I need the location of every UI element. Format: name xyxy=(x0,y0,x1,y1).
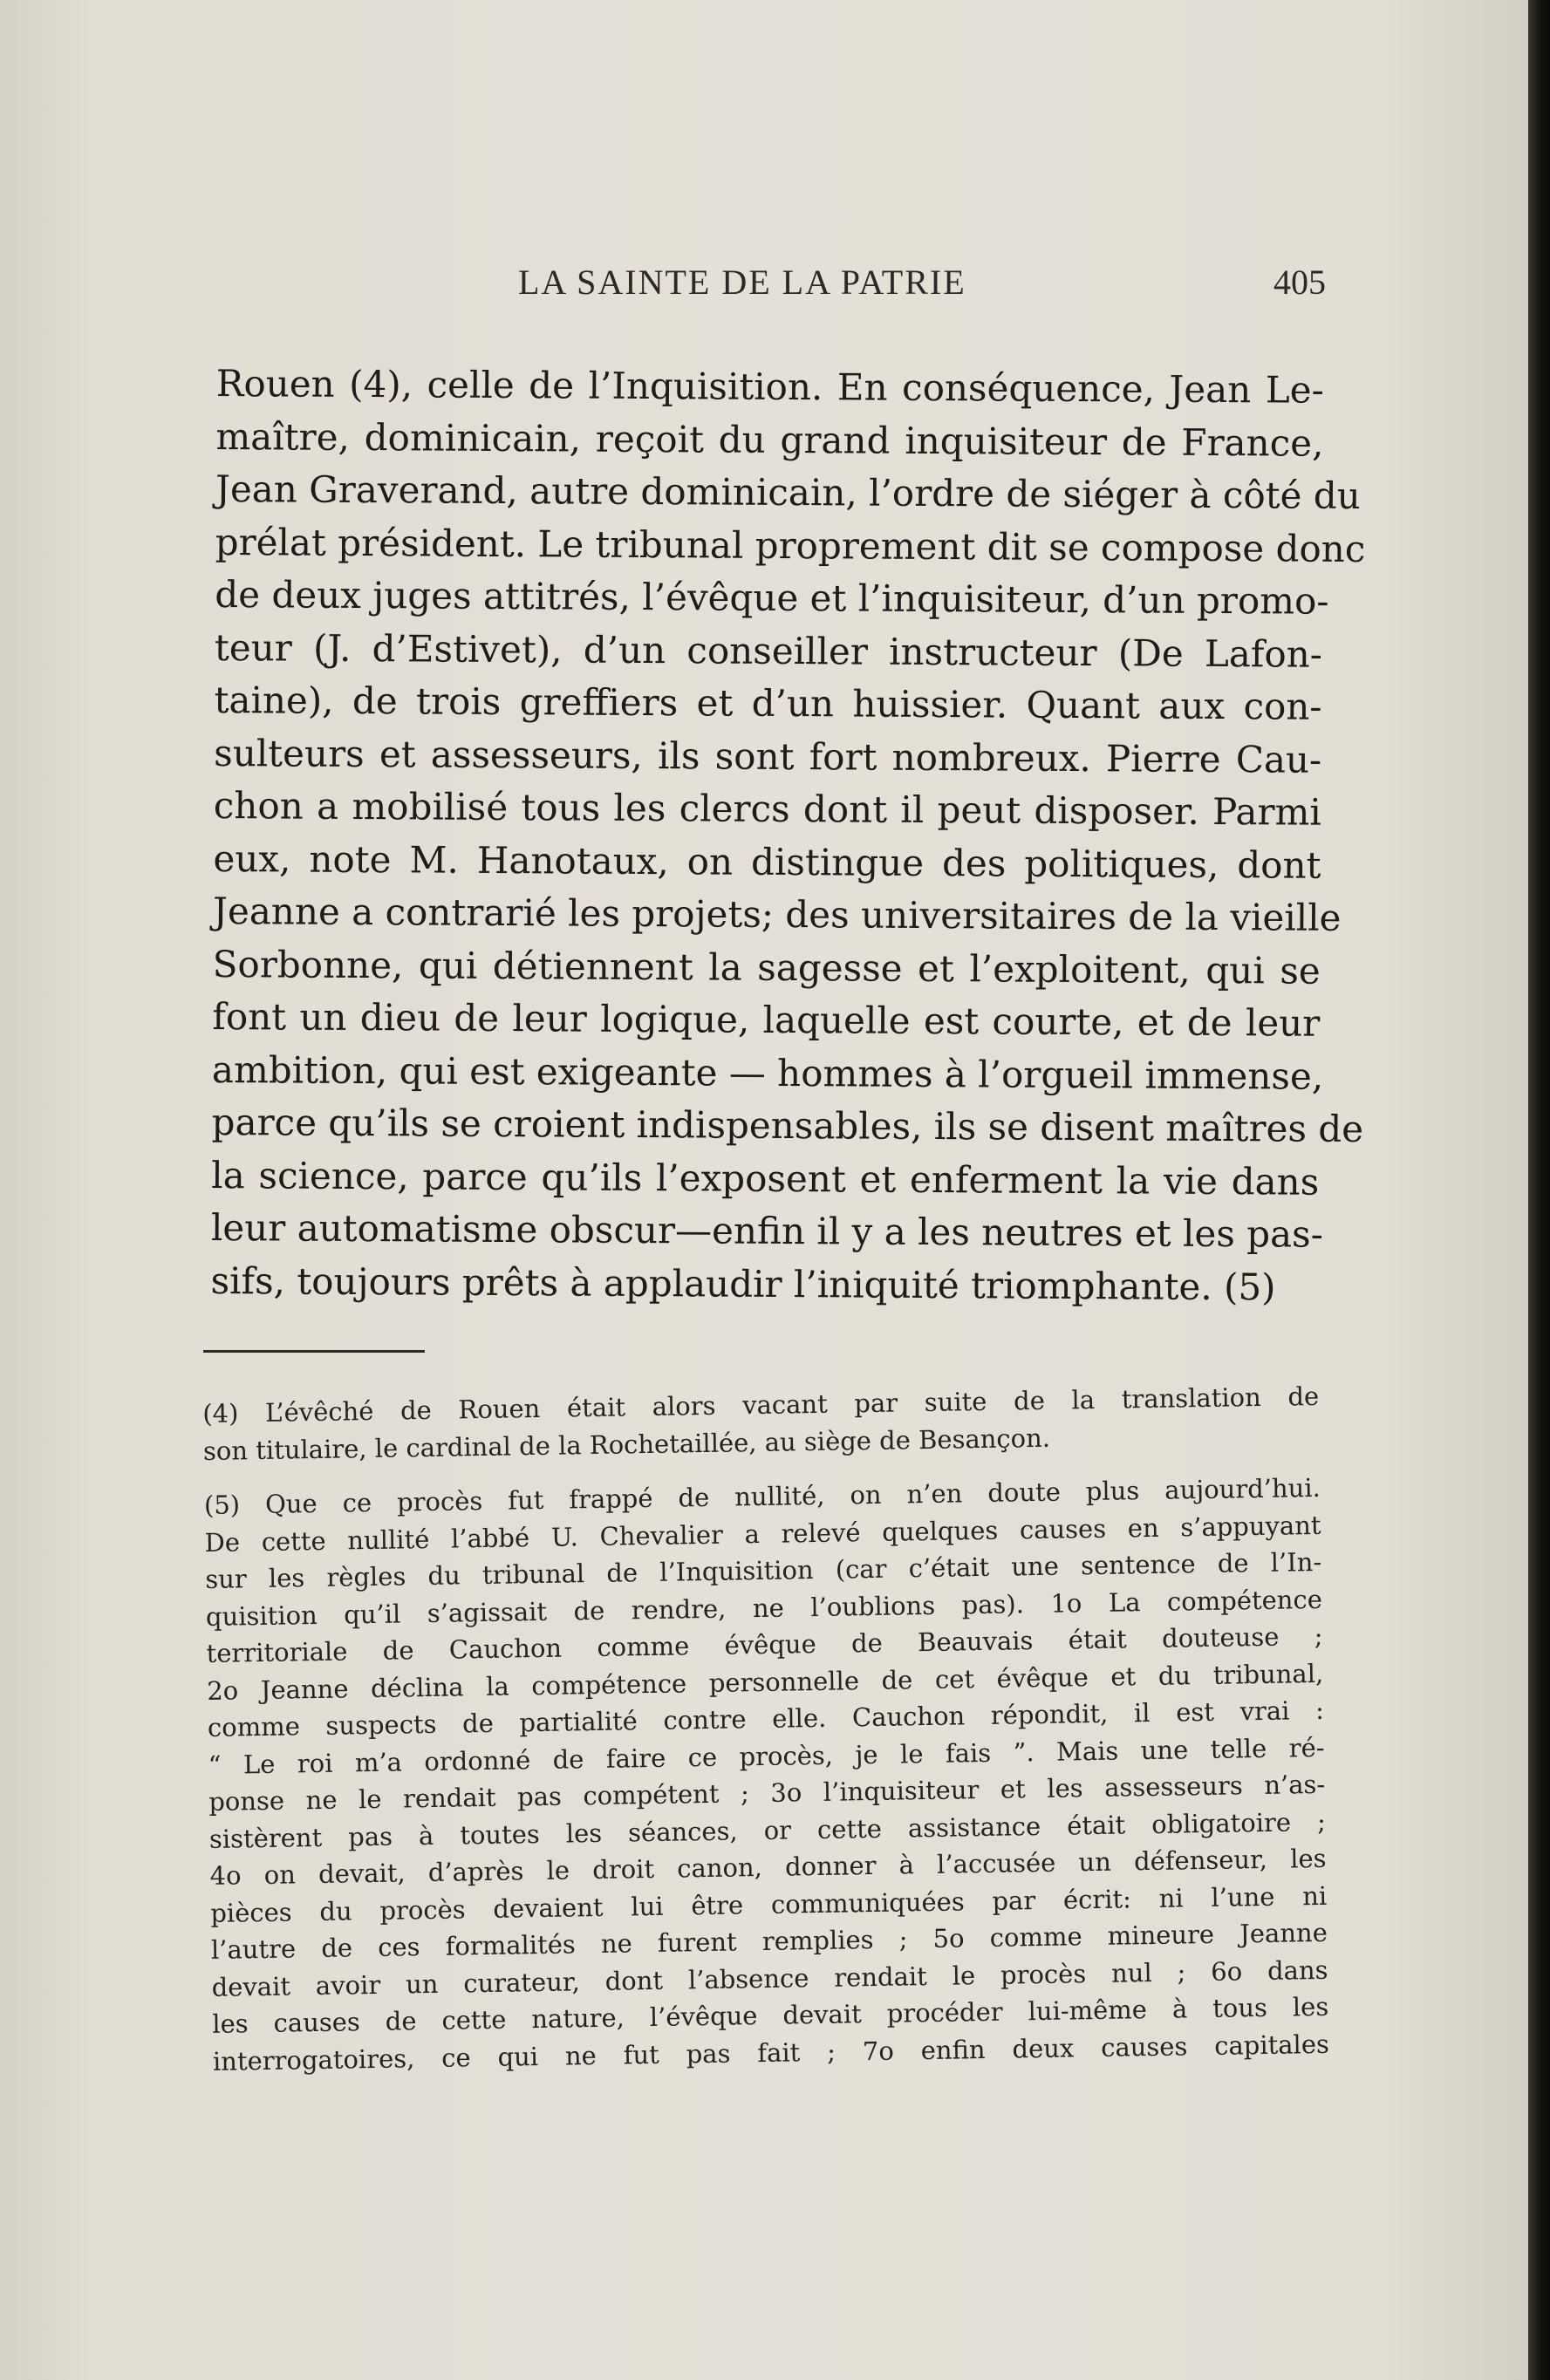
footnote-line: quisition qu’il s’agissait de rendre, ne l’oublions pas). 1o La compétence xyxy=(205,1584,1323,1632)
body-line: parce qu’ils se croient indispensables, ils se disent maîtres de xyxy=(211,1100,1364,1151)
footnote-separator xyxy=(203,1350,425,1353)
body-line: Jean Graverand, autre dominicain, l’ordre de siéger à côté du xyxy=(215,467,1361,518)
body-line: Rouen (4), celle de l’Inquisition. En conséquence, Jean Le- xyxy=(215,361,1324,412)
body-line: Sorbonne, qui détiennent la sagesse et l’exploitent, qui se xyxy=(212,942,1321,992)
footnote-line: territoriale de Cauchon comme évêque de Beauvais était douteuse ; xyxy=(206,1620,1323,1668)
footnote-line: (4) L’évêché de Rouen était alors vacant par suite de la translation de xyxy=(202,1381,1320,1429)
footnote-line: sistèrent pas à toutes les séances, or cette assistance était obligatoire ; xyxy=(208,1806,1327,1854)
body-line: teur (J. d’Estivet), d’un conseiller instructeur (De Lafon- xyxy=(214,625,1323,676)
body-line: la science, parce qu’ils l’exposent et enferment la vie dans xyxy=(211,1153,1320,1204)
body-line: sulteurs et assesseurs, ils sont fort nombreux. Pierre Cau- xyxy=(214,731,1322,781)
body-line: font un dieu de leur logique, laquelle est courte, et de leur xyxy=(212,994,1321,1045)
footnote-line: son titulaire, le cardinal de la Rochetaillée, au siège de Besançon. xyxy=(202,1422,1051,1466)
footnote-line: 2o Jeanne déclina la compétence personnelle de cet évêque et du tribunal, xyxy=(207,1658,1324,1706)
footnote-line: ponse ne le rendait pas compétent ; 3o l’inquisiteur et les assesseurs n’as- xyxy=(208,1769,1326,1817)
footnote-line: les causes de cette nature, l’évêque devait procéder lui-même à tous les xyxy=(212,1991,1329,2039)
footnote-line: “ Le roi m’a ordonné de faire ce procès, je le fais ”. Mais une telle ré- xyxy=(208,1732,1325,1780)
footnote-line: l’autre de ces formalités ne furent remplies ; 5o comme mineure Jeanne xyxy=(210,1917,1328,1965)
footnote-line: (5) Que ce procès fut frappé de nullité, on n’en doute plus aujourd’hui. xyxy=(203,1472,1321,1520)
running-head: LA SAINTE DE LA PATRIE xyxy=(518,263,966,302)
body-line: chon a mobilisé tous les clercs dont il peut disposer. Parmi xyxy=(213,783,1321,834)
body-line: de deux juges attitrés, l’évêque et l’inquisiteur, d’un promo- xyxy=(215,572,1329,623)
page-edge-shadow xyxy=(1528,0,1550,2380)
footnote-line: interrogatoires, ce qui ne fut pas fait ; 7o enfin deux causes capitales xyxy=(212,2029,1330,2077)
footnote-line: 4o on devait, d’après le droit canon, donner à l’accusée un défenseur, les xyxy=(209,1843,1327,1891)
body-line: Jeanne a contrarié les projets; des universitaires de la vieille xyxy=(212,889,1342,939)
footnote-line: sur les règles du tribunal de l’Inquisition (car c’était une sentence de l’In- xyxy=(205,1546,1322,1594)
footnote-line: comme suspects de partialité contre elle. Cauchon répondit, il est vrai : xyxy=(207,1695,1325,1742)
footnote-5 xyxy=(204,1470,1330,2080)
body-line: eux, note M. Hanotaux, on distingue des politiques, dont xyxy=(213,836,1321,887)
body-text xyxy=(210,358,1366,1314)
footnote-line: pièces du procès devaient lui être communiquées par écrit: ni l’une ni xyxy=(210,1880,1328,1928)
footnotes xyxy=(202,1378,1329,2097)
footnote-line: devait avoir un curateur, dont l’absence rendait le procès nul ; 6o dans xyxy=(211,1954,1328,2002)
body-line: sifs, toujours prêts à applaudir l’iniquité triomphante. (5) xyxy=(210,1258,1276,1308)
body-line: prélat président. Le tribunal proprement dit se compose donc xyxy=(215,520,1366,570)
body-line: leur automatisme obscur—enfin il y a les neutres et les pas- xyxy=(210,1205,1324,1256)
body-line: maître, dominicain, reçoit du grand inquisiteur de France, xyxy=(215,414,1324,465)
footnote-4 xyxy=(202,1378,1320,1470)
footnote-line: De cette nullité l’abbé U. Chevalier a relevé quelques causes en s’appuyant xyxy=(204,1510,1321,1558)
page-number: 405 xyxy=(1273,263,1326,302)
body-line: taine), de trois greffiers et d’un huissier. Quant aux con- xyxy=(214,678,1322,728)
body-line: ambition, qui est exigeante — hommes à l’orgueil immense, xyxy=(211,1047,1324,1098)
